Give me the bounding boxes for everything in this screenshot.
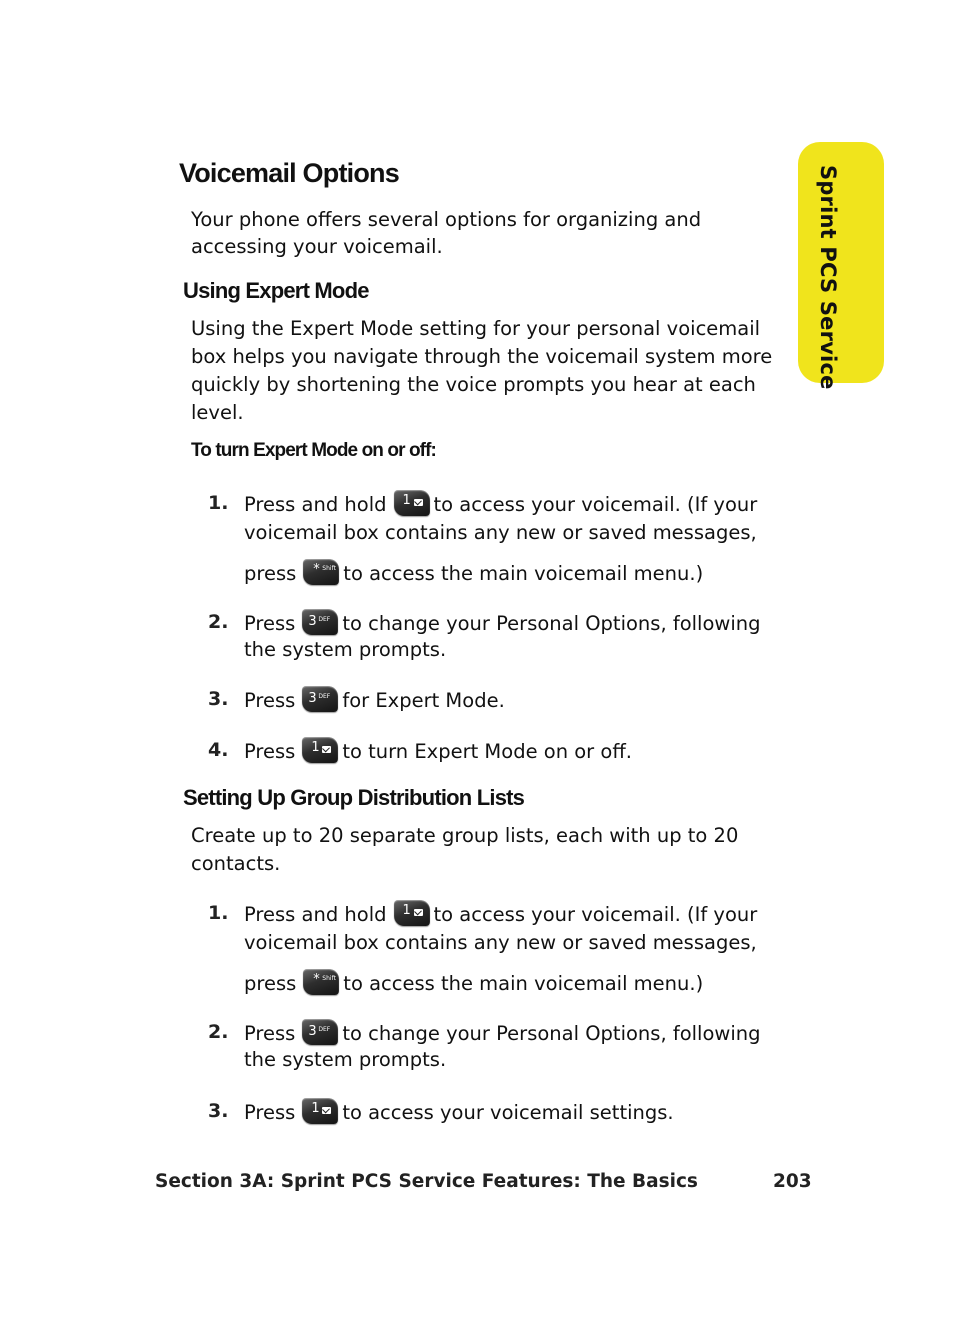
page-number: 203 [773,1171,812,1192]
step-line: the system prompts. [244,638,447,661]
step-line [244,609,761,635]
step-line [244,737,632,763]
step-text: for Expert Mode. [342,689,505,712]
section-side-tab [798,142,884,383]
step-line [244,1098,674,1124]
step-line [244,559,703,585]
expert-desc-line-3: quickly by shortening the voice prompts you hear at each [191,373,756,396]
step-line: the system prompts. [244,1048,447,1071]
group-desc-line-1: Create up to 20 separate group lists, each with up to 20 [191,824,739,847]
key-label: 1 [311,1101,320,1116]
step-text: to access the main voicemail menu.) [343,972,704,995]
footer-section-title: Section 3A: Sprint PCS Service Features: The Basics [155,1171,698,1192]
step-text: press [244,972,297,995]
expert-desc-line-4: level. [191,401,244,424]
key-label: 3 [308,1024,317,1039]
key-label: 1 [402,493,411,508]
step-line [244,686,505,712]
procedure-title: To turn Expert Mode on or off: [191,440,436,461]
step-number: 2. [208,1021,229,1043]
key-star-shift-icon [303,969,339,995]
group-lists-heading: Setting Up Group Distribution Lists [183,785,525,810]
step-text: Press [244,1101,296,1124]
step-text: Press [244,689,296,712]
key-sub-label: DEF [318,616,331,623]
step-text: Press and hold [244,903,387,926]
step-number: 3. [208,1100,229,1122]
step-line: voicemail box contains any new or saved messages, [244,931,757,954]
step-line [244,900,757,926]
expert-mode-heading: Using Expert Mode [183,278,369,303]
step-line: voicemail box contains any new or saved messages, [244,521,757,544]
step-number: 1. [208,902,229,924]
key-1-voicemail-icon [394,490,430,516]
step-text: Press and hold [244,493,387,516]
intro-line-2: accessing your voicemail. [191,235,443,258]
key-1-voicemail-icon [302,737,338,763]
envelope-icon [322,1107,331,1114]
step-line [244,969,703,995]
step-text: press [244,562,297,585]
step-text: Press [244,740,296,763]
key-star-shift-icon [303,559,339,585]
key-1-voicemail-icon [302,1098,338,1124]
page-title: Voicemail Options [179,158,399,188]
key-sub-label: DEF [318,693,331,700]
step-number: 1. [208,492,229,514]
envelope-icon [414,909,423,916]
step-text: Press [244,1022,296,1045]
step-number: 4. [208,739,229,761]
key-label: 1 [311,740,320,755]
key-label: 3 [308,614,317,629]
step-number: 3. [208,688,229,710]
expert-desc-line-2: box helps you navigate through the voicemail system more [191,345,773,368]
step-text: to access your voicemail settings. [342,1101,674,1124]
key-3-def-icon [302,609,338,635]
side-tab-label: Sprint PCS Service [816,165,840,390]
step-line [244,490,757,516]
step-text: to access your voicemail. (If your [433,493,758,516]
key-1-voicemail-icon [394,900,430,926]
step-text: to turn Expert Mode on or off. [342,740,632,763]
step-text: to change your Personal Options, following [342,612,761,635]
key-3-def-icon [302,1019,338,1045]
envelope-icon [322,746,331,753]
key-sub-label: Shift [322,975,336,982]
step-number: 2. [208,611,229,633]
key-label: * [313,562,320,577]
key-label: 1 [402,903,411,918]
key-sub-label: Shift [322,565,336,572]
key-sub-label: DEF [318,1026,331,1033]
step-text: Press [244,612,296,635]
key-label: * [313,972,320,987]
envelope-icon [414,499,423,506]
step-text: to access the main voicemail menu.) [343,562,704,585]
intro-line-1: Your phone offers several options for organizing and [191,208,702,231]
expert-desc-line-1: Using the Expert Mode setting for your personal voicemail [191,317,761,340]
step-line [244,1019,761,1045]
group-desc-line-2: contacts. [191,852,281,875]
key-3-def-icon [302,686,338,712]
key-label: 3 [308,691,317,706]
step-text: to change your Personal Options, following [342,1022,761,1045]
step-text: to access your voicemail. (If your [433,903,758,926]
